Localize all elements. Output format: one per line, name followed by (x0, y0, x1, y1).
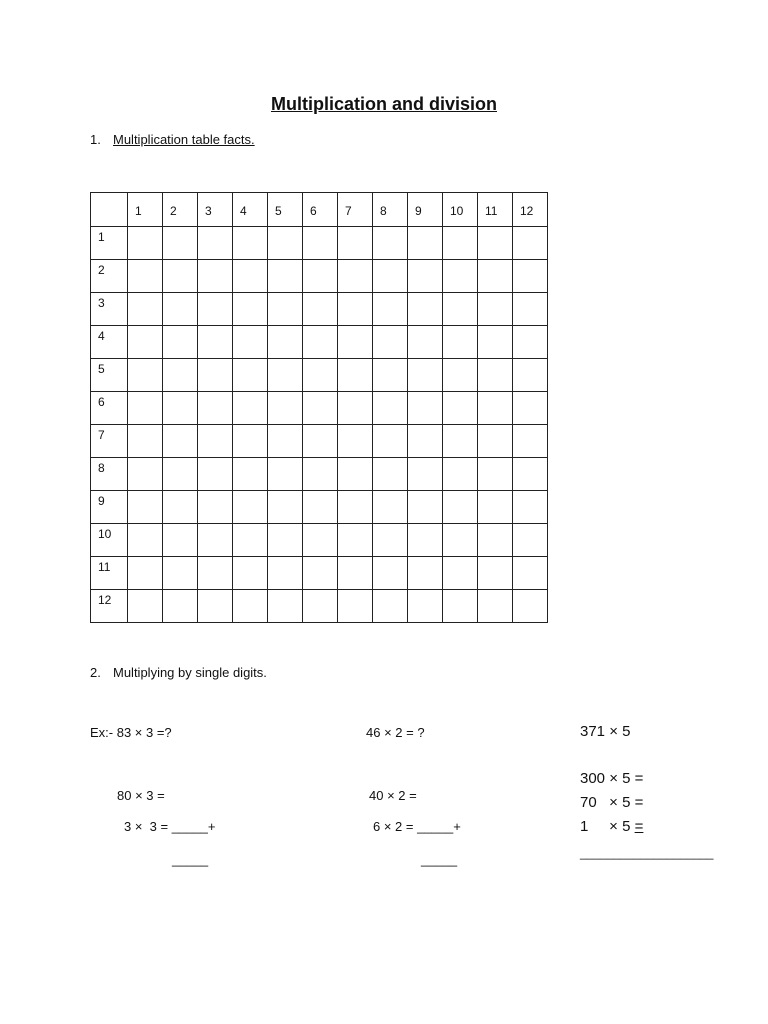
example-answer-line: _____ (172, 852, 209, 867)
answer-cell[interactable] (513, 557, 548, 590)
answer-cell[interactable] (303, 425, 338, 458)
answer-cell[interactable] (338, 392, 373, 425)
answer-cell[interactable] (443, 227, 478, 260)
row-header-cell: 8 (91, 458, 128, 491)
answer-cell[interactable] (198, 260, 233, 293)
answer-cell[interactable] (513, 458, 548, 491)
row-header-cell: 4 (91, 326, 128, 359)
answer-cell[interactable] (478, 557, 513, 590)
answer-cell[interactable] (163, 590, 198, 623)
answer-cell[interactable] (268, 359, 303, 392)
answer-cell[interactable] (478, 227, 513, 260)
answer-cell[interactable] (128, 524, 163, 557)
answer-cell[interactable] (338, 227, 373, 260)
answer-cell[interactable] (163, 491, 198, 524)
answer-cell[interactable] (408, 524, 443, 557)
table-row (91, 524, 548, 557)
answer-cell[interactable] (408, 227, 443, 260)
answer-cell[interactable] (513, 491, 548, 524)
example-step-1: 80 × 3 = (117, 788, 165, 803)
answer-cell[interactable] (163, 524, 198, 557)
answer-cell[interactable] (443, 260, 478, 293)
section-1-label: Multiplication table facts. (113, 132, 255, 147)
table-row (91, 260, 548, 293)
answer-cell[interactable] (163, 425, 198, 458)
answer-cell[interactable] (233, 425, 268, 458)
answer-cell[interactable] (268, 326, 303, 359)
row-header-cell: 6 (91, 392, 128, 425)
column-header-cell: 8 (373, 193, 408, 227)
answer-cell[interactable] (478, 458, 513, 491)
answer-cell[interactable] (338, 260, 373, 293)
problem-2: 46 × 2 = ? (366, 725, 425, 740)
answer-cell[interactable] (268, 491, 303, 524)
answer-cell[interactable] (233, 293, 268, 326)
section-2-label: Multiplying by single digits. (113, 665, 267, 680)
column-header-cell: 10 (443, 193, 478, 227)
answer-cell[interactable] (163, 293, 198, 326)
answer-cell[interactable] (268, 260, 303, 293)
answer-cell[interactable] (373, 359, 408, 392)
column-header-cell: 6 (303, 193, 338, 227)
answer-cell[interactable] (373, 425, 408, 458)
problem-3-step-1: 300 × 5 = (580, 770, 644, 787)
answer-cell[interactable] (268, 425, 303, 458)
answer-cell[interactable] (513, 425, 548, 458)
answer-cell[interactable] (198, 392, 233, 425)
column-header-cell: 2 (163, 193, 198, 227)
section-1-number: 1. (90, 132, 101, 147)
section-2-number: 2. (90, 665, 101, 680)
answer-cell[interactable] (233, 260, 268, 293)
answer-cell[interactable] (373, 491, 408, 524)
answer-cell[interactable] (478, 293, 513, 326)
table-row (91, 557, 548, 590)
answer-cell[interactable] (513, 392, 548, 425)
answer-cell[interactable] (408, 326, 443, 359)
column-header-cell: 4 (233, 193, 268, 227)
answer-cell[interactable] (478, 260, 513, 293)
answer-cell[interactable] (443, 293, 478, 326)
row-header-cell: 7 (91, 425, 128, 458)
answer-cell[interactable] (198, 458, 233, 491)
row-header-cell: 11 (91, 557, 128, 590)
example-step-2: 3 × 3 = _____+ (124, 819, 216, 834)
answer-cell[interactable] (338, 557, 373, 590)
problem-2-step-1: 40 × 2 = (369, 788, 417, 803)
answer-cell[interactable] (233, 524, 268, 557)
problem-3-answer-line: ____________________ (580, 846, 714, 860)
answer-cell[interactable] (268, 293, 303, 326)
answer-cell[interactable] (478, 491, 513, 524)
answer-cell[interactable] (128, 557, 163, 590)
table-row (91, 227, 548, 260)
answer-cell[interactable] (338, 293, 373, 326)
answer-cell[interactable] (303, 590, 338, 623)
answer-cell[interactable] (128, 260, 163, 293)
problem-3-step-3-equals: = (634, 818, 644, 835)
answer-cell[interactable] (513, 227, 548, 260)
problem-2-answer-line: _____ (421, 852, 458, 867)
answer-cell[interactable] (478, 359, 513, 392)
answer-cell[interactable] (128, 326, 163, 359)
table-row (91, 392, 548, 425)
problem-3: 371 × 5 (580, 723, 631, 740)
answer-cell[interactable] (163, 557, 198, 590)
answer-cell[interactable] (513, 260, 548, 293)
column-header-cell: 11 (478, 193, 513, 227)
answer-cell[interactable] (408, 260, 443, 293)
answer-cell[interactable] (513, 590, 548, 623)
table-row (91, 326, 548, 359)
answer-cell[interactable] (233, 491, 268, 524)
answer-cell[interactable] (198, 557, 233, 590)
answer-cell[interactable] (303, 227, 338, 260)
answer-cell[interactable] (408, 557, 443, 590)
problem-2-step-2: 6 × 2 = _____+ (373, 819, 461, 834)
answer-cell[interactable] (373, 227, 408, 260)
answer-cell[interactable] (163, 392, 198, 425)
answer-cell[interactable] (233, 227, 268, 260)
answer-cell[interactable] (443, 491, 478, 524)
section-2-heading (90, 665, 267, 680)
answer-cell[interactable] (233, 458, 268, 491)
answer-cell[interactable] (338, 326, 373, 359)
answer-cell[interactable] (373, 590, 408, 623)
answer-cell[interactable] (163, 227, 198, 260)
table-row (91, 425, 548, 458)
answer-cell[interactable] (128, 458, 163, 491)
answer-cell[interactable] (338, 590, 373, 623)
row-header-cell: 2 (91, 260, 128, 293)
answer-cell[interactable] (198, 590, 233, 623)
answer-cell[interactable] (303, 326, 338, 359)
answer-cell[interactable] (443, 326, 478, 359)
column-header-cell: 12 (513, 193, 548, 227)
table-corner-cell (91, 193, 128, 227)
column-header-cell: 9 (408, 193, 443, 227)
page-title: Multiplication and division (270, 94, 497, 114)
answer-cell[interactable] (128, 392, 163, 425)
row-header-cell: 9 (91, 491, 128, 524)
answer-cell[interactable] (268, 590, 303, 623)
answer-cell[interactable] (163, 458, 198, 491)
column-header-cell: 5 (268, 193, 303, 227)
column-header-cell: 3 (198, 193, 233, 227)
example-problem: Ex:- 83 × 3 =? (90, 725, 172, 740)
table-header-row (91, 193, 548, 227)
answer-cell[interactable] (443, 590, 478, 623)
answer-cell[interactable] (268, 557, 303, 590)
answer-cell[interactable] (233, 557, 268, 590)
answer-cell[interactable] (128, 425, 163, 458)
answer-cell[interactable] (303, 392, 338, 425)
answer-cell[interactable] (408, 425, 443, 458)
answer-cell[interactable] (408, 392, 443, 425)
problem-3-step-2: 70 × 5 = (580, 794, 644, 811)
answer-cell[interactable] (163, 260, 198, 293)
answer-cell[interactable] (303, 293, 338, 326)
multiplication-table (90, 192, 548, 623)
answer-cell[interactable] (373, 557, 408, 590)
answer-cell[interactable] (408, 293, 443, 326)
answer-cell[interactable] (233, 359, 268, 392)
answer-cell[interactable] (128, 491, 163, 524)
answer-cell[interactable] (233, 590, 268, 623)
column-header-cell: 1 (128, 193, 163, 227)
answer-cell[interactable] (443, 524, 478, 557)
answer-cell[interactable] (198, 227, 233, 260)
row-header-cell: 12 (91, 590, 128, 623)
table-row (91, 590, 548, 623)
answer-cell[interactable] (513, 524, 548, 557)
answer-cell[interactable] (443, 425, 478, 458)
row-header-cell: 5 (91, 359, 128, 392)
answer-cell[interactable] (513, 293, 548, 326)
answer-cell[interactable] (513, 359, 548, 392)
answer-cell[interactable] (408, 458, 443, 491)
answer-cell[interactable] (128, 227, 163, 260)
table-row (91, 491, 548, 524)
answer-cell[interactable] (373, 392, 408, 425)
answer-cell[interactable] (198, 293, 233, 326)
answer-cell[interactable] (303, 557, 338, 590)
answer-cell[interactable] (128, 590, 163, 623)
answer-cell[interactable] (163, 359, 198, 392)
answer-cell[interactable] (303, 491, 338, 524)
answer-cell[interactable] (443, 359, 478, 392)
answer-cell[interactable] (338, 491, 373, 524)
answer-cell[interactable] (198, 524, 233, 557)
answer-cell[interactable] (198, 326, 233, 359)
answer-cell[interactable] (373, 293, 408, 326)
answer-cell[interactable] (303, 260, 338, 293)
table-row (91, 293, 548, 326)
answer-cell[interactable] (373, 458, 408, 491)
problem-3-step-3-text: 1 × 5 (580, 818, 635, 835)
table-row (91, 458, 548, 491)
answer-cell[interactable] (478, 425, 513, 458)
row-header-cell: 1 (91, 227, 128, 260)
answer-cell[interactable] (198, 425, 233, 458)
answer-cell[interactable] (373, 326, 408, 359)
answer-cell[interactable] (233, 392, 268, 425)
answer-cell[interactable] (478, 326, 513, 359)
problem-3-step-3 (580, 818, 643, 835)
answer-cell[interactable] (478, 524, 513, 557)
answer-cell[interactable] (303, 359, 338, 392)
section-1-heading (90, 132, 255, 147)
answer-cell[interactable] (303, 524, 338, 557)
answer-cell[interactable] (268, 227, 303, 260)
column-header-cell: 7 (338, 193, 373, 227)
answer-cell[interactable] (198, 491, 233, 524)
answer-cell[interactable] (338, 359, 373, 392)
answer-cell[interactable] (408, 590, 443, 623)
answer-cell[interactable] (408, 359, 443, 392)
answer-cell[interactable] (513, 326, 548, 359)
answer-cell[interactable] (233, 326, 268, 359)
answer-cell[interactable] (373, 524, 408, 557)
answer-cell[interactable] (268, 524, 303, 557)
answer-cell[interactable] (128, 293, 163, 326)
table-row (91, 359, 548, 392)
answer-cell[interactable] (443, 557, 478, 590)
row-header-cell: 10 (91, 524, 128, 557)
answer-cell[interactable] (268, 392, 303, 425)
answer-cell[interactable] (128, 359, 163, 392)
answer-cell[interactable] (303, 458, 338, 491)
answer-cell[interactable] (163, 326, 198, 359)
answer-cell[interactable] (443, 458, 478, 491)
answer-cell[interactable] (198, 359, 233, 392)
answer-cell[interactable] (338, 458, 373, 491)
answer-cell[interactable] (408, 491, 443, 524)
answer-cell[interactable] (373, 260, 408, 293)
answer-cell[interactable] (338, 425, 373, 458)
answer-cell[interactable] (478, 392, 513, 425)
answer-cell[interactable] (443, 392, 478, 425)
answer-cell[interactable] (478, 590, 513, 623)
answer-cell[interactable] (268, 458, 303, 491)
row-header-cell: 3 (91, 293, 128, 326)
answer-cell[interactable] (338, 524, 373, 557)
